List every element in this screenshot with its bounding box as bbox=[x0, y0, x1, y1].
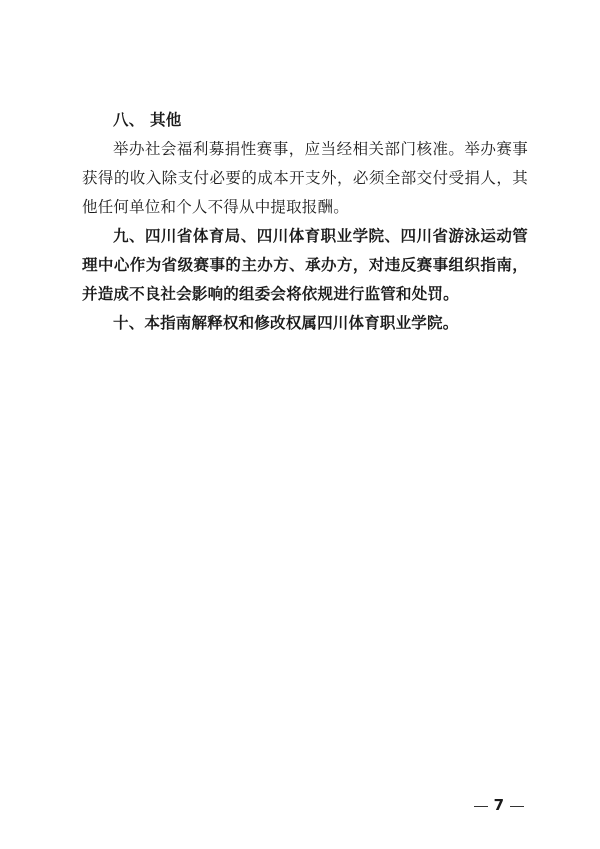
section-eight-line-1: 举办社会福利募捐性赛事，应当经相关部门核准。举办赛事 bbox=[113, 140, 528, 158]
section-nine-line-3: 并造成不良社会影响的组委会将依规进行监管和处罚。 bbox=[82, 285, 459, 303]
document-body bbox=[82, 106, 528, 338]
section-eight-heading: 八、 其他 bbox=[113, 111, 182, 129]
dash-right bbox=[510, 806, 524, 807]
section-nine-line-2: 理中心作为省级赛事的主办方、承办方，对违反赛事组织指南， bbox=[82, 256, 528, 274]
dash-left bbox=[474, 806, 488, 807]
section-eight-line-3: 他任何单位和个人不得从中提取报酬。 bbox=[82, 198, 349, 216]
page-number-value: 7 bbox=[493, 796, 504, 814]
section-eight-line-2: 获得的收入除支付必要的成本开支外，必须全部交付受捐人，其 bbox=[82, 169, 528, 187]
section-ten-line-1: 十、本指南解释权和修改权属四川体育职业学院。 bbox=[113, 314, 459, 332]
section-nine-line-1: 九、四川省体育局、四川体育职业学院、四川省游泳运动管 bbox=[113, 227, 528, 245]
page-number bbox=[468, 796, 530, 814]
